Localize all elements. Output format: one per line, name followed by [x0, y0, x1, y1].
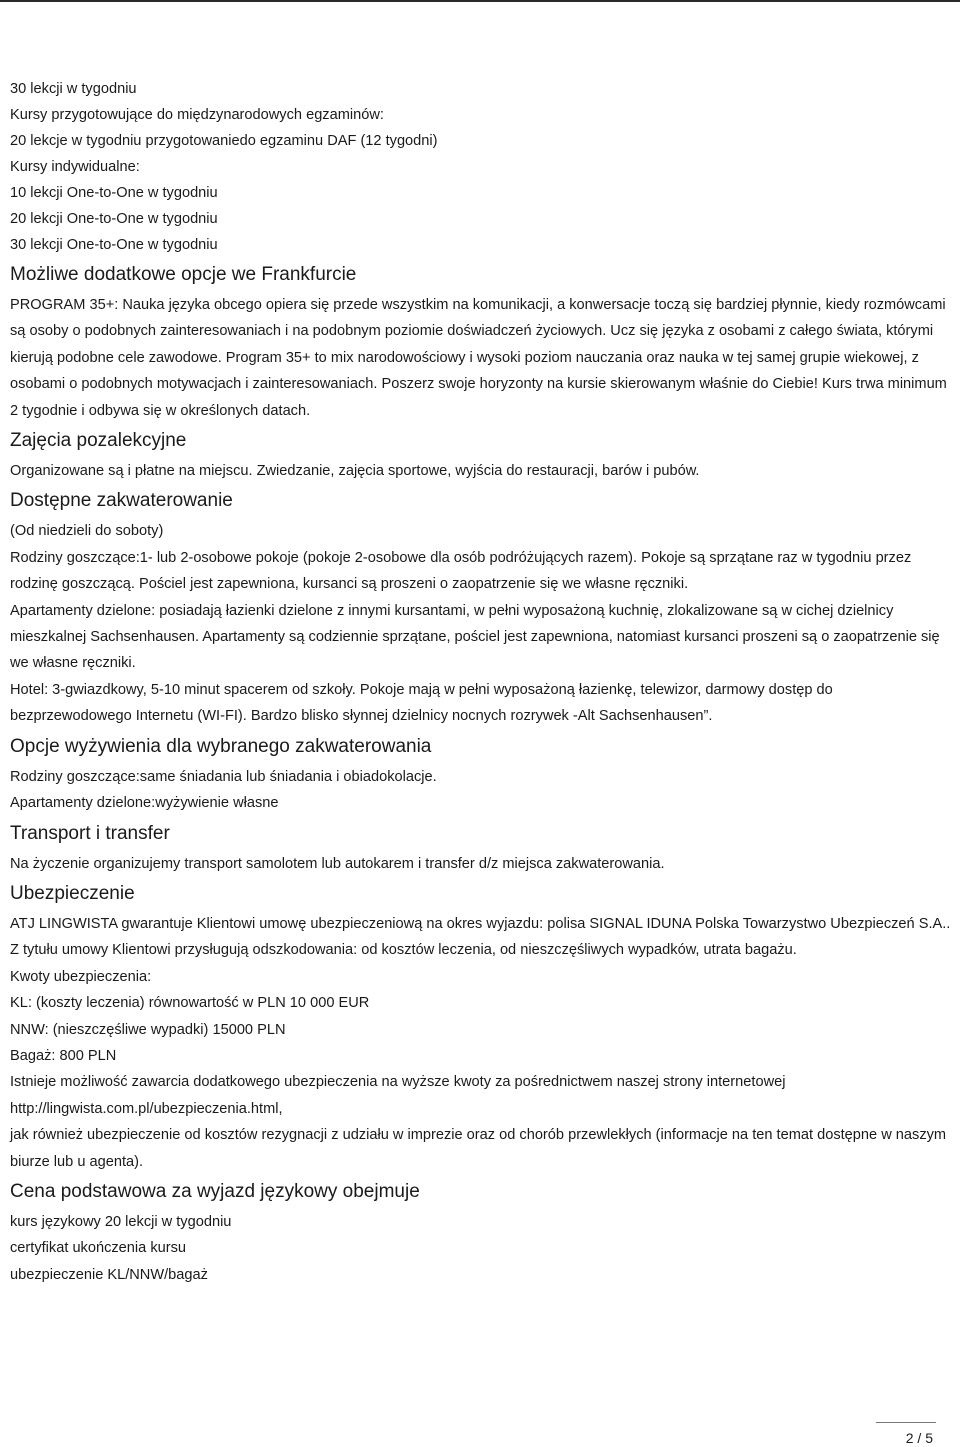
footer-rule — [876, 1422, 936, 1423]
insurance-amounts-label: Kwoty ubezpieczenia: — [10, 968, 152, 985]
course-line: 30 lekcji w tygodniu — [10, 81, 137, 97]
accommodation-heading: Dostępne zakwaterowanie — [10, 490, 233, 512]
accommodation-family: Rodziny goszczące:1- lub 2-osobowe pokoje (pokoje 2-osobowe dla osób podróżujących razem). Pokoje są sprzątane raz w tygodniu przez rodzinę goszczącą. Pościel jest zapewniona, kursanci są proszeni o zaopatrzenie się we własne ręczniki. — [10, 549, 912, 593]
insurance-cancellation: jak również ubezpieczenie od kosztów rezygnacji z udziału w imprezie oraz od chorób przewlekłych (informacje na ten temat dostępne w naszym biurze lub u agenta). — [10, 1127, 947, 1170]
accommodation-apartments: Apartamenty dzielone: posiadają łazienki dzielone z innymi kursantami, w pełni wyposażoną kuchnię, zlokalizowane są w cichej dzielnicy mieszkalnej Sachsenhausen. Apartamenty są codziennie sprzątane, pościel jest zapewniona, natomiast kursanci proszeni są o zaopatrzenie się we własne ręczniki. — [10, 602, 940, 672]
courses-list — [10, 76, 955, 258]
price-item: certyfikat ukończenia kursu — [10, 1240, 187, 1257]
meals-heading: Opcje wyżywienia dla wybranego zakwaterowania — [10, 735, 432, 757]
course-line: 20 lekcje w tygodniu przygotowaniedo egzaminu DAF (12 tygodni) — [10, 133, 438, 149]
price-item: kurs językowy 20 lekcji w tygodniu — [10, 1213, 232, 1230]
course-line: 10 lekcji One-to-One w tygodniu — [10, 185, 218, 201]
course-line: Kursy przygotowujące do międzynarodowych egzaminów: — [10, 107, 384, 123]
accommodation-note: (Od niedzieli do soboty) — [10, 523, 164, 540]
options-text: PROGRAM 35+: Nauka języka obcego opiera się przede wszystkim na komunikacji, a konwersacje toczą się bardziej płynnie, kiedy rozmówcami są osoby o podobnych zainteresowaniach i na podobnym poziomie doświadczeń życiowych. Ucz się języka z osobami z całego świata, którymi kierują podobne cele zawodowe. Program 35+ to mix narodowościowy i wysoki poziom nauczania oraz nauka w tej samej grupie wiekowej, z osobami o podobnych motywacjach i zainteresowaniach. Poszerz swoje horyzonty na kursie skierowanym właśnie do Ciebie! Kurs trwa minimum 2 tygodnie i odbywa się w określonych datach. — [10, 297, 947, 419]
document-body — [10, 76, 955, 1288]
transport-text: Na życzenie organizujemy transport samolotem lub autokarem i transfer d/z miejsca zakwaterowania. — [10, 855, 665, 872]
insurance-link[interactable]: http://lingwista.com.pl/ubezpieczenia.html, — [10, 1100, 283, 1117]
insurance-text: ATJ LINGWISTA gwarantuje Klientowi umowę ubezpieczeniową na okres wyjazdu: polisa SIGNAL IDUNA Polska Towarzystwo Ubezpieczeń S.A.. Z tytułu umowy Klientowi przysługują odszkodowania: od kosztów leczenia, od nieszczęśliwych wypadków, utrata bagażu. — [10, 915, 951, 959]
accommodation-hotel: Hotel: 3-gwiazdkowy, 5-10 minut spacerem od szkoły. Pokoje mają w pełni wyposażoną łazienkę, telewizor, darmowy dostęp do bezprzewodowego Internetu (WI-FI). Bardzo blisko słynnej dzielnicy nocnych rozrywek -Alt Sachsenhausen”. — [10, 681, 833, 725]
extracurricular-heading: Zajęcia pozalekcyjne — [10, 430, 187, 452]
price-item: ubezpieczenie KL/NNW/bagaż — [10, 1266, 208, 1283]
top-border — [0, 0, 960, 2]
insurance-nnw: NNW: (nieszczęśliwe wypadki) 15000 PLN — [10, 1021, 286, 1038]
page-number: 2 / 5 — [905, 1430, 933, 1446]
insurance-kl: KL: (koszty leczenia) równowartość w PLN 10 000 EUR — [10, 995, 370, 1012]
meals-apartments: Apartamenty dzielone:wyżywienie własne — [10, 795, 279, 812]
course-line: 30 lekcji One-to-One w tygodniu — [10, 237, 218, 253]
extracurricular-text: Organizowane są i płatne na miejscu. Zwiedzanie, zajęcia sportowe, wyjścia do restauracji, barów i pubów. — [10, 463, 700, 480]
meals-family: Rodziny goszczące:same śniadania lub śniadania i obiadokolacje. — [10, 768, 437, 785]
options-heading: Możliwe dodatkowe opcje we Frankfurcie — [10, 264, 357, 285]
insurance-baggage: Bagaż: 800 PLN — [10, 1047, 117, 1064]
insurance-heading: Ubezpieczenie — [10, 882, 135, 904]
insurance-extra: Istnieje możliwość zawarcia dodatkowego ubezpieczenia na wyższe kwoty za pośrednictwem naszej strony internetowej — [10, 1074, 786, 1091]
price-heading: Cena podstawowa za wyjazd językowy obejmuje — [10, 1180, 420, 1202]
transport-heading: Transport i transfer — [10, 822, 170, 844]
course-line: 20 lekcji One-to-One w tygodniu — [10, 211, 218, 227]
course-line: Kursy indywidualne: — [10, 159, 140, 175]
